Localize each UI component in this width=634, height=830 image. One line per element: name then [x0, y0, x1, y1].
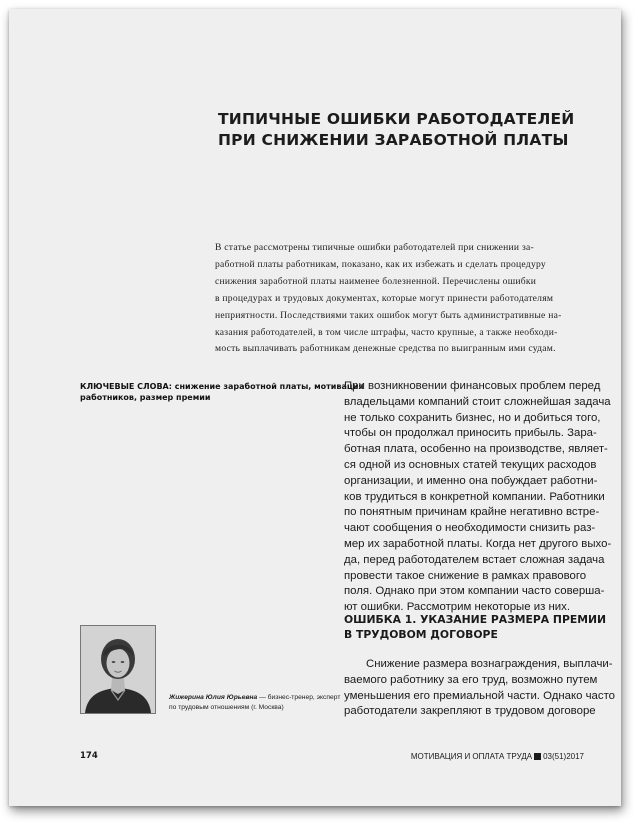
body-line: не только сохранить бизнес, но и добиться того,: [344, 411, 601, 424]
keywords: [80, 381, 364, 403]
section-body-line: работодатели закрепляют в трудовом договоре: [344, 705, 596, 718]
body-line: организации, и именно она побуждает работни-: [344, 474, 598, 487]
body-line: ся одной из основных статей текущих расходов: [344, 458, 597, 471]
body-line: по понятным причинам крайне негативно встре-: [344, 506, 600, 519]
body-line: мер их заработной платы. Когда нет другого выхо-: [344, 537, 612, 550]
abstract-line: в процедурах и трудовых документах, которые могут принести работодателям: [215, 292, 554, 304]
section-body-line: уменьшения его премиальной части. Однако часто: [344, 689, 616, 702]
journal-name: МОТИВАЦИЯ И ОПЛАТА ТРУДА: [410, 752, 533, 761]
abstract-line: мость выплачивать работникам денежные средства по выигранным ими судам.: [215, 343, 556, 355]
author-portrait-icon: [81, 626, 155, 713]
article-title: [218, 109, 578, 151]
article-body: [344, 379, 612, 616]
page-number: 174: [80, 751, 98, 761]
author-role-line: по трудовым отношениям (г. Москва): [169, 703, 284, 711]
abstract-line: работной платы работникам, показано, как их избежать и сделать процедуру: [215, 258, 546, 270]
keywords-line: работников, размер премии: [80, 393, 211, 402]
journal-issue: 03(51)2017: [543, 752, 584, 761]
article-abstract: [215, 240, 583, 358]
body-line: чтобы он продолжал приносить прибыль. Зара-: [344, 427, 597, 440]
author-info: [169, 693, 369, 712]
keywords-line: КЛЮЧЕВЫЕ СЛОВА: снижение заработной платы, мотивация: [80, 382, 364, 391]
magazine-page: [9, 9, 621, 806]
body-line: ков трудиться в конкретной компании. Работники: [344, 490, 605, 503]
section-heading-line: В ТРУДОВОМ ДОГОВОРЕ: [344, 628, 498, 641]
section-body: [344, 657, 616, 720]
article-title-line: ПРИ СНИЖЕНИИ ЗАРАБОТНОЙ ПЛАТЫ: [218, 131, 569, 149]
body-line: При возникновении финансовых проблем перед: [344, 380, 601, 392]
body-line: провести такое снижение в рамках правового: [344, 569, 587, 582]
abstract-line: снижения заработной платы наименее болезненной. Перечислены ошибки: [215, 275, 537, 287]
section-body-line: ваемого работнику за его труд, возможно путем: [344, 673, 598, 686]
author-role: — бизнес-тренер, эксперт: [257, 694, 341, 701]
abstract-line: В статье рассмотрены типичные ошибки работодателей при снижении за-: [215, 242, 534, 253]
section-heading: [344, 612, 607, 642]
author-line: [169, 693, 369, 703]
section-heading-line: ОШИБКА 1. УКАЗАНИЕ РАЗМЕРА ПРЕМИИ: [344, 613, 607, 626]
author-name: Жижерина Юлия Юрьевна: [169, 694, 258, 701]
section-body-line: Снижение размера вознаграждения, выплачи-: [366, 658, 613, 670]
body-line: да, перед работодателем встает сложная задача: [344, 553, 605, 566]
square-separator-icon: [534, 753, 541, 760]
article-title-line: ТИПИЧНЫЕ ОШИБКИ РАБОТОДАТЕЛЕЙ: [218, 110, 575, 128]
author-photo: [80, 625, 156, 714]
abstract-line: неприятности. Последствиями таких ошибок могут быть административные на-: [215, 309, 562, 321]
body-line: чают сообщения о необходимости снизить раз-: [344, 522, 596, 535]
body-line: ют ошибки. Рассмотрим некоторые из них.: [344, 601, 571, 614]
body-line: поля. Однако при этом компании часто соверша-: [344, 585, 605, 598]
abstract-line: казания работодателей, в том числе штрафы, часто крупные, а также необходи-: [215, 326, 558, 338]
body-line: владельцами компаний стоит сложнейшая задача: [344, 395, 611, 408]
body-line: ботная плата, особенно на производстве, являет-: [344, 443, 608, 456]
journal-footer: [411, 752, 584, 761]
